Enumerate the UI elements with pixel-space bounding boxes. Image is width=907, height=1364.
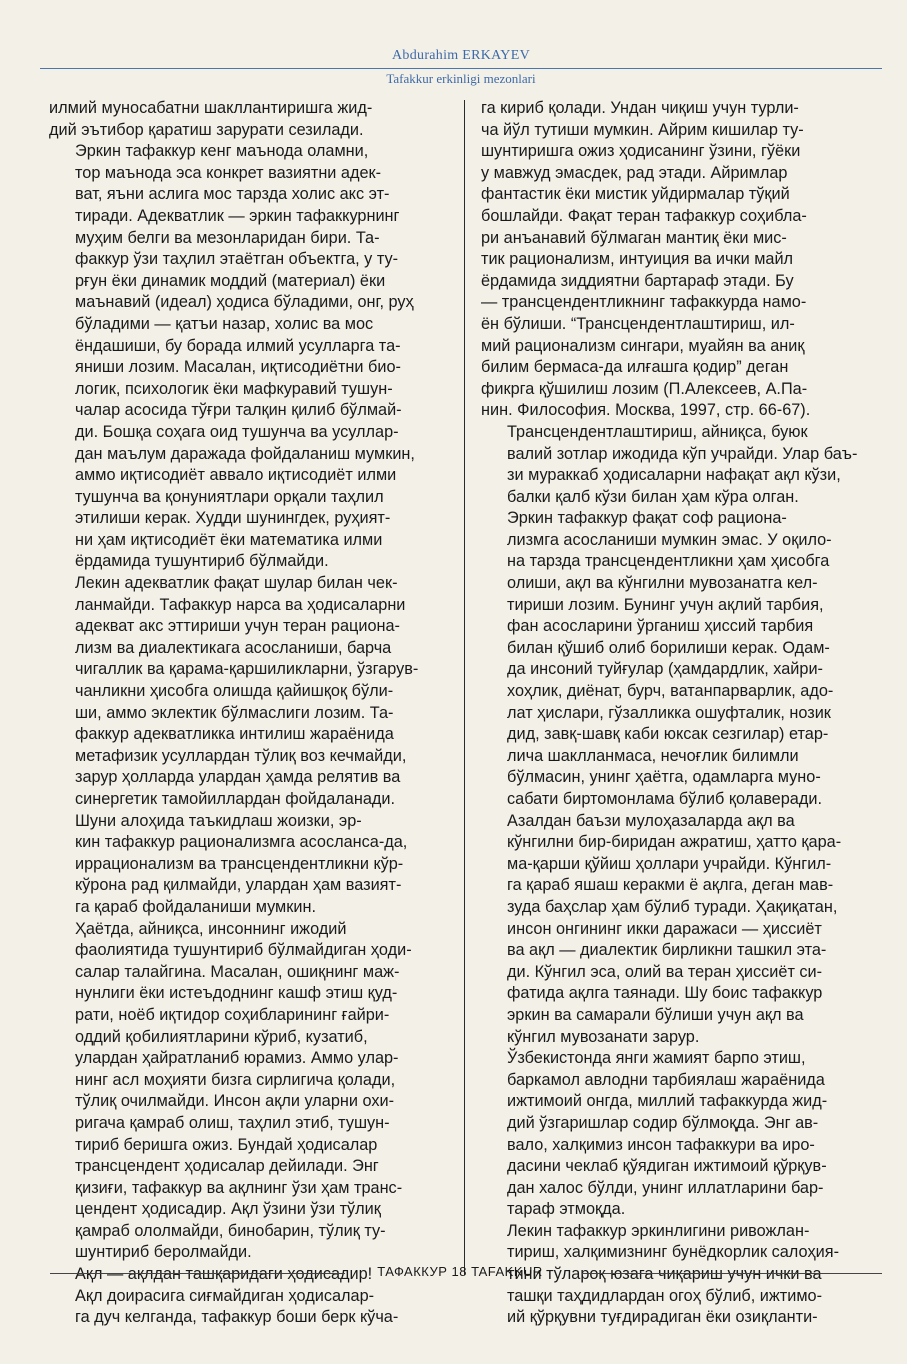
text-line: факкур адекватликка интилиш жараёнида (75, 725, 394, 744)
text-line: валий зотлар ижодида кўп учрайди. Улар баъ- (507, 444, 858, 463)
paragraph (49, 573, 455, 811)
paragraph (481, 1048, 887, 1221)
text-line: тараф этмоқда. (507, 1200, 626, 1219)
text-line: га дуч келганда, тафаккур боши берк кўча- (75, 1308, 399, 1327)
text-line: кўнгил мувозанати зарур. (507, 1027, 700, 1046)
paragraph (481, 98, 887, 422)
text-line: ни ҳам иқтисодиёт ёки математика илми (75, 530, 383, 549)
text-line: ёрдамида зиддиятни бартараф этади. Бу (481, 271, 794, 290)
text-line: ма-қарши қўйиш ҳоллари учрайди. Кўнгил- (507, 854, 832, 873)
text-line: Ақл — ақлдан ташқаридаги ҳодисадир! (75, 1265, 373, 1284)
right-text-column (481, 98, 887, 1329)
paragraph (481, 422, 887, 508)
text-line: муҳим белги ва мезонларидан бири. Та- (75, 228, 380, 247)
text-line: эркин ва самарали бўлиши учун ақл ва (507, 1005, 804, 1024)
text-line: адекват акс эттириши учун теран рациона- (75, 617, 400, 636)
text-line: тириши лозим. Бунинг учун ақлий тарбия, (507, 595, 824, 614)
text-line: Ўзбекистонда янги жамият барпо этиш, (507, 1049, 806, 1068)
text-line: бўладими — қатъи назар, холис ва мос (75, 314, 374, 333)
text-line: ват, яъни аслига мос тарзда холис акс эт- (75, 185, 390, 204)
text-line: аммо иқтисодиёт аввало иқтисодиёт илми (75, 466, 397, 485)
text-line: метафизик усуллардан тўлиқ воз кечмайди, (75, 746, 407, 765)
text-line: рати, ноёб иқтидор соҳибларининг ғайри- (75, 1005, 390, 1024)
text-line: лизмга асосланиши мумкин эмас. У оқило- (507, 530, 832, 549)
text-line: фатида ақлга таянади. Шу боис тафаккур (507, 984, 823, 1003)
text-line: ёрдамида тушунтириб бўлмайди. (75, 552, 329, 571)
text-line: салар талайгина. Масалан, ошиқнинг маж- (75, 962, 400, 981)
text-line: га қараб фойдаланиши мумкин. (75, 897, 316, 916)
text-line: балки қалб кўзи билан ҳам кўра олган. (507, 487, 799, 506)
text-line: дий ўзгаришлар содир бўлмоқда. Энг ав- (507, 1113, 819, 1132)
text-line: дан халос бўлди, унинг иллатларини бар- (507, 1178, 824, 1197)
text-line: Трансцендентлаштириш, айниқса, буюк (507, 422, 808, 441)
paragraph (49, 919, 455, 1265)
text-line: илмий муносабатни шакллантиришга жид- (49, 99, 373, 117)
text-line: бўлмасин, унинг ҳаётга, одамларга муно- (507, 768, 821, 787)
text-line: дасини чеклаб қўядиган ижтимоий қўрқув- (507, 1157, 827, 1176)
text-line: тиради. Адекватлик — эркин тафаккурнинг (75, 206, 400, 225)
text-line: кўрона рад қилмайди, улардан ҳам вазият- (75, 876, 402, 895)
header-author: Abdurahim ERKAYEV (392, 48, 530, 63)
text-line: этилиши керак. Худди шунингдек, руҳият- (75, 509, 391, 528)
text-line: улардан ҳайратланиб юрамиз. Аммо улар- (75, 1049, 399, 1068)
text-line: логик, психологик ёки мафкуравий тушун- (75, 379, 393, 398)
text-line: ланмайди. Тафаккур нарса ва ҳодисаларни (75, 595, 406, 614)
paragraph (481, 811, 887, 1049)
text-line: кин тафаккур рационализмга асосланса-да, (75, 833, 408, 852)
paragraph (49, 98, 455, 141)
text-line: ши, аммо эклектик бўлмаслиги лозим. Та- (75, 703, 394, 722)
text-line: тўлиқ очилмайди. Инсон ақли уларни охи- (75, 1092, 395, 1111)
text-line: олиши, ақл ва кўнгилни мувозанатга кел- (507, 574, 818, 593)
text-line: тор маънода эса конкрет вазиятни адек- (75, 163, 382, 182)
text-line: қизиғи, тафаккур ва ақлнинг ўзи ҳам транс- (75, 1178, 403, 1197)
text-line: баркамол авлодни тарбиялаш жараёнида (507, 1070, 825, 1089)
text-line: зарур ҳолларда улардан ҳамда релятив ва (75, 768, 401, 787)
text-line: ий қўрқувни туғдирадиган ёки озиқланти- (507, 1308, 818, 1327)
text-line: чалар асосида тўғри талқин қилиб бўлмай- (75, 401, 402, 420)
text-line: Шуни алоҳида таъкидлаш жоизки, эр- (75, 811, 362, 830)
header-subtitle: Tafakkur erkinligi mezonlari (386, 71, 536, 86)
text-line: ча йўл тутиши мумкин. Айрим кишилар ту- (481, 120, 804, 139)
text-line: факкур ўзи таҳлил этаётган объектга, у ту- (75, 250, 399, 269)
text-line: инсон онгининг икки даражаси — ҳиссиёт (507, 919, 822, 938)
text-line: га қараб яшаш керакми ё ақлга, деган мав- (507, 876, 834, 895)
text-line: ёндашиши, бу борада илмий усулларга та- (75, 336, 401, 355)
page-footer (50, 1264, 882, 1284)
paragraph (49, 1286, 455, 1329)
text-line: Лекин адекватлик фақат шулар билан чек- (75, 574, 398, 593)
text-line: чигаллик ва қарама-қаршиликларни, ўзгарув- (75, 660, 419, 679)
text-line: ва ақл — диалектик бирликни ташкил эта- (507, 941, 827, 960)
footer-rule-left (50, 1273, 345, 1274)
text-line: ри анъанавий бўлмаган мантиқ ёки мис- (481, 228, 787, 247)
text-line: оддий қобилиятларини кўриб, кузатиб, (75, 1027, 368, 1046)
text-line: кўнгилни бир-биридан ажратиш, ҳатто қара- (507, 833, 842, 852)
text-line: у мавжуд эмасдек, рад этади. Айримлар (481, 163, 788, 182)
header-rule (40, 68, 882, 69)
text-line: фикрга қўшилиш лозим (П.Алексеев, А.Па- (481, 379, 808, 398)
page-header (40, 48, 882, 88)
text-line: билан қўшиб олиб борилиши керак. Одам- (507, 638, 830, 657)
text-line: Азалдан баъзи мулоҳазаларда ақл ва (507, 811, 795, 830)
text-line: иррационализм ва трансцендентликни кўр- (75, 854, 404, 873)
text-line: зи мураккаб ҳодисаларни нафақат ақл кўзи, (507, 466, 841, 485)
text-line: фантастик ёки мистик уйдирмалар тўқий (481, 185, 790, 204)
text-line: тириш, халқимизнинг бунёдкорлик салоҳия- (507, 1243, 839, 1262)
text-line: тушунча ва қонуниятлари орқали таҳлил (75, 487, 384, 506)
text-line: лизм ва диалектикага асосланиши, барча (75, 638, 392, 657)
text-line: зуда баҳслар ҳам бўлиб туради. Ҳақиқатан, (507, 897, 838, 916)
text-line: да инсоний туйғулар (ҳамдардлик, хайри- (507, 660, 823, 679)
paragraph (49, 141, 455, 573)
text-line: дид, завқ-шавқ каби юксак сезгилар) етар- (507, 725, 829, 744)
text-line: қамраб ололмайди, бинобарин, тўлиқ ту- (75, 1221, 386, 1240)
text-line: нунлиги ёки истеъдоднинг кашф этиш қуд- (75, 984, 398, 1003)
text-line: маънавий (идеал) ҳодиса бўладими, онг, руҳ (75, 293, 414, 312)
column-divider (464, 100, 465, 1275)
text-line: хоҳлик, диёнат, бурч, ватанпарварлик, адо- (507, 682, 834, 701)
text-line: ён бўлиши. “Трансцендентлаштириш, ил- (481, 314, 795, 333)
text-line: дий эътибор қаратиш зарурати сезилади. (49, 120, 364, 139)
text-line: Эркин тафаккур кенг маънода оламни, (75, 142, 369, 161)
text-line: трансцендент ҳодисалар дейилади. Энг (75, 1157, 379, 1176)
text-line: сабати биртомонлама бўлиб қолаверади. (507, 790, 822, 808)
text-line: лат ҳислари, гўзалликка ошуфталик, нозик (507, 703, 831, 722)
text-line: билим бермаса-да илғашга қодир” деган (481, 358, 789, 377)
text-line: тириб беришга ожиз. Бундай ҳодисалар (75, 1135, 378, 1154)
text-line: шунтириб беролмайди. (75, 1243, 252, 1262)
text-line: Эркин тафаккур фақат соф рациона- (507, 509, 787, 528)
text-line: га кириб қолади. Ундан чиқиш учун турли- (481, 99, 799, 117)
text-line: — трансцендентликнинг тафаккурда намо- (481, 293, 807, 312)
text-line: синергетик тамойиллардан фойдаланади. (75, 790, 396, 808)
text-line: лича шаклланмаса, нечоғлик билимли (507, 746, 799, 765)
text-line: бошлайди. Фақат теран тафаккур соҳибла- (481, 206, 807, 225)
text-line: ташқи таҳдидлардан огоҳ бўлиб, ижтимо- (507, 1286, 822, 1305)
text-line: фаолиятида тушунтириб бўлмайдиган ҳоди- (75, 941, 412, 960)
text-line: фан асосларини ўрганиш ҳиссий тарбия (507, 617, 814, 636)
text-line: ижтимоий онгда, миллий тафаккурда жид- (507, 1092, 828, 1111)
text-line: нинг асл моҳияти бизга сирлигича қолади, (75, 1070, 396, 1089)
text-line: нин. Философия. Москва, 1997, стр. 66-67). (481, 401, 811, 420)
paragraph (481, 508, 887, 810)
text-line: шунтиришга ожиз ҳодисанинг ўзини, гўёки (481, 142, 801, 161)
footer-page-label: ТАФАККУР 18 TAFAKKUR (377, 1264, 543, 1279)
text-line: ригача қамраб олиш, таҳлил этиб, тушун- (75, 1113, 390, 1132)
text-line: тини тўлароқ юзага чиқариш учун ички ва (507, 1265, 822, 1284)
text-line: Лекин тафаккур эркинлигини ривожлан- (507, 1221, 810, 1240)
text-line: ди. Бошқа соҳага оид тушунча ва усуллар- (75, 422, 399, 441)
text-line: чанликни ҳисобга олишда қайишқоқ бўли- (75, 682, 394, 701)
text-line: вало, халқимиз инсон тафаккури ва иро- (507, 1135, 815, 1154)
left-text-column (49, 98, 455, 1329)
text-line: мий рационализм сингари, муайян ва аниқ (481, 336, 805, 355)
text-line: тик рационализм, интуиция ва ички майл (481, 250, 794, 269)
text-line: дан маълум даражада фойдаланиш мумкин, (75, 444, 415, 463)
text-line: на тарзда трансцендентликни ҳам ҳисобга (507, 552, 830, 571)
text-line: Ақл доирасига сиғмайдиган ҳодисалар- (75, 1286, 375, 1305)
text-line: ди. Кўнгил эса, олий ва теран ҳиссиёт си- (507, 962, 823, 981)
text-line: Ҳаётда, айниқса, инсоннинг ижодий (75, 919, 347, 938)
text-line: яниши лозим. Масалан, иқтисодиётни био- (75, 358, 401, 377)
text-line: рғун ёки динамик моддий (материал) ёки (75, 271, 386, 290)
text-line: цендент ҳодисадир. Ақл ўзини ўзи тўлиқ (75, 1200, 381, 1219)
paragraph (49, 811, 455, 919)
footer-rule-right (582, 1273, 882, 1274)
